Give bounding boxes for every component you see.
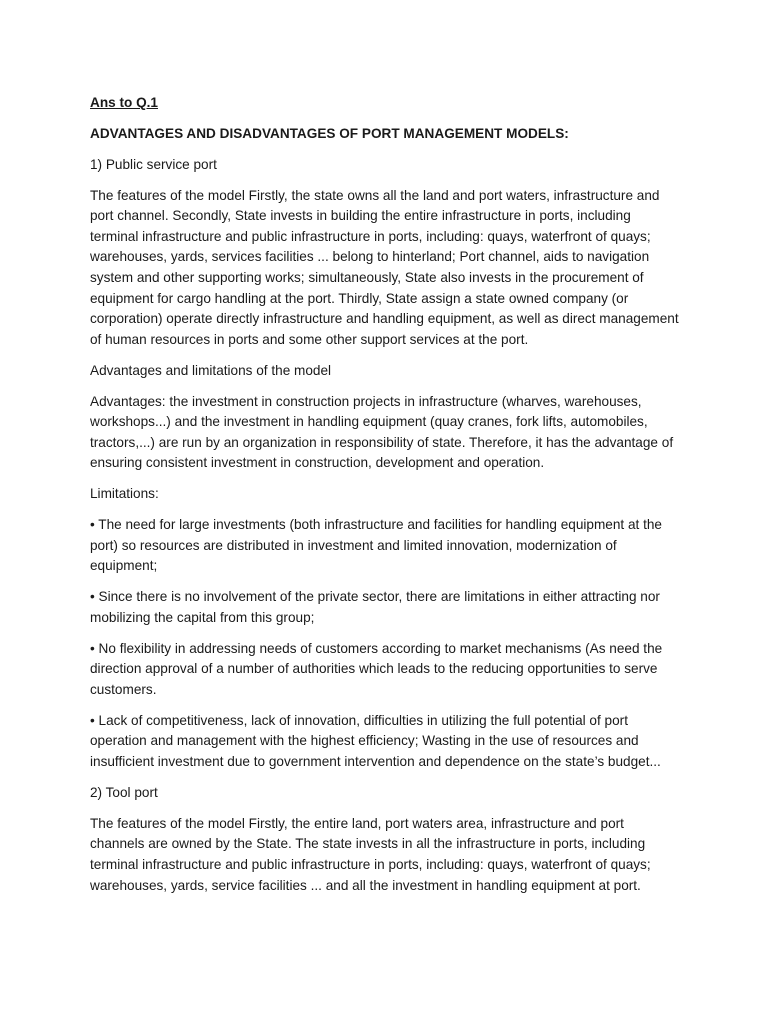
- section-title-public-service-port: 1) Public service port: [90, 156, 217, 172]
- paragraph-tool-port-features: The features of the model Firstly, the entire land, port waters area, infrastructure and port channels are owned by the State. The state invests in all the infrastructure in ports, including terminal infrastructure and public infrastructure in ports, including: quays, waterfront of quays; warehouses, yards, service facilities ... and all the investment in handling equipment at port.: [90, 815, 651, 893]
- limitation-item: • Since there is no involvement of the private sector, there are limitations in either attracting nor mobilizing the capital from this group;: [90, 589, 660, 625]
- limitation-item: • The need for large investments (both infrastructure and facilities for handling equipment at the port) so resources are distributed in investment and limited innovation, modernization of equipment;: [90, 517, 662, 574]
- limitation-item: • No flexibility in addressing needs of customers according to market mechanisms (As need the direction approval of a number of authorities which leads to the reducing opportunities to serve customers.: [90, 640, 663, 697]
- subheading-advantages-limitations: Advantages and limitations of the model: [90, 362, 332, 378]
- section-title-tool-port: 2) Tool port: [90, 784, 158, 800]
- document-heading: ADVANTAGES AND DISADVANTAGES OF PORT MANAGEMENT MODELS:: [90, 125, 569, 141]
- limitation-item: • Lack of competitiveness, lack of innovation, difficulties in utilizing the full potential of port operation and management with the highest efficiency; Wasting in the use of resources and insufficient investment due to government intervention and dependence on the state’s budget...: [90, 712, 661, 769]
- paragraph-advantages: Advantages: the investment in construction projects in infrastructure (wharves, warehouses, workshops...) and the investment in handling equipment (quay cranes, fork lifts, automobiles, tractors,...) are run by an organization in responsibility of state. Therefore, it has the advantage of ensuring consistent investment in construction, development and operation.: [90, 393, 674, 471]
- paragraph-public-service-features: The features of the model Firstly, the state owns all the land and port waters, infrastructure and port channel. Secondly, State invests in building the entire infrastructure in ports, including terminal infrastructure and public infrastructure in ports, including: quays, waterfront of quays; warehouses, yards, services facilities ... belong to hinterland; Port channel, aids to navigation system and other supporting works; simultaneously, State also invests in the procurement of equipment for cargo handling at the port. Thirdly, State assign a state owned company (or corporation) operate directly infrastructure and handling equipment, as well as direct management of human resources in ports and some other support services at the port.: [90, 187, 679, 347]
- answer-label: Ans to Q.1: [90, 95, 158, 110]
- document-page: [90, 93, 680, 906]
- limitations-label: Limitations:: [90, 486, 159, 502]
